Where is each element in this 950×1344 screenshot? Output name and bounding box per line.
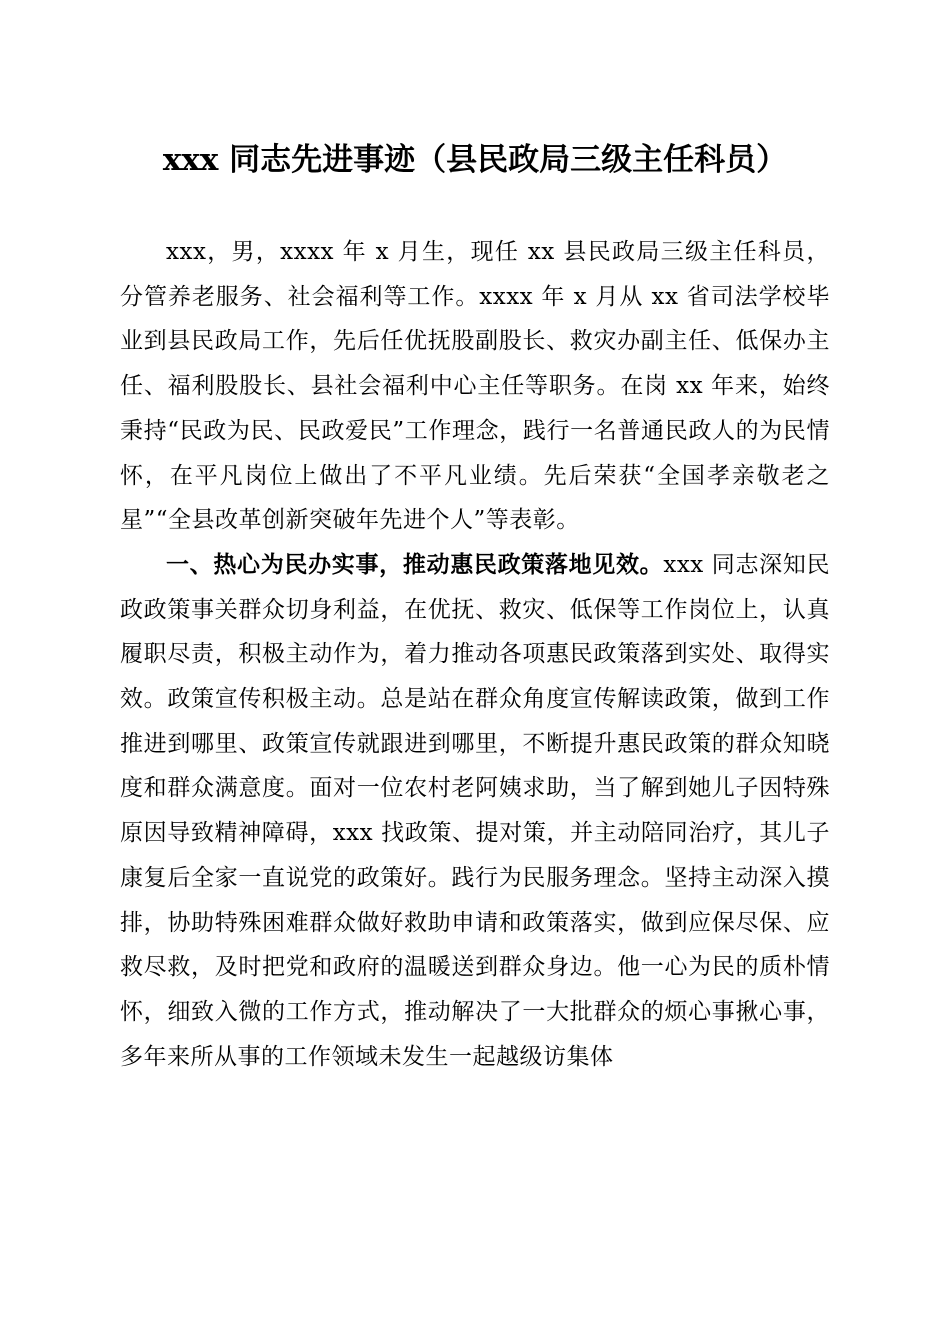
paragraph-section-1	[120, 543, 830, 1079]
paragraph-text: xxx，男，xxxx 年 x 月生，现任 xx 县民政局三级主任科员，分管养老服务、社会福利等工作。xxxx 年 x 月从 xx 省司法学校毕业到县民政局工作，先后任优抚股副股长、救灾办副主任、低保办主任、福利股股长、县社会福利中心主任等职务。在岗 xx 年来，始终秉持“民政为民、民政爱民”工作理念，践行一名普通民政人的为民情怀，在平凡岗位上做出了不平凡业绩。先后荣获“全国孝亲敬老之星”“全县改革创新突破年先进个人”等表彰。	[120, 239, 830, 534]
document-body	[120, 230, 830, 1079]
paragraph-intro	[120, 230, 830, 543]
document-title: xxx 同志先进事迹（县民政局三级主任科员）	[162, 142, 788, 178]
paragraph-heading: 一、热心为民办实事，推动惠民政策落地见效。	[166, 550, 664, 578]
paragraph-text: xxx 同志深知民政政策事关群众切身利益，在优抚、救灾、低保等工作岗位上，认真履职尽责，积极主动作为，着力推动各项惠民政策落到实处、取得实效。政策宣传积极主动。总是站在群众角度宣传解读政策，做到工作推进到哪里、政策宣传就跟进到哪里，不断提升惠民政策的群众知晓度和群众满意度。面对一位农村老阿姨求助，当了解到她儿子因特殊原因导致精神障碍，xxx 找政策、提对策，并主动陪同治疗，其儿子康复后全家一直说党的政策好。践行为民服务理念。坚持主动深入摸排，协助特殊困难群众做好救助申请和政策落实，做到应保尽保、应救尽救，及时把党和政府的温暖送到群众身边。他一心为民的质朴情怀，细致入微的工作方式，推动解决了一大批群众的烦心事揪心事，多年来所从事的工作领域未发生一起越级访集体	[120, 551, 831, 1070]
